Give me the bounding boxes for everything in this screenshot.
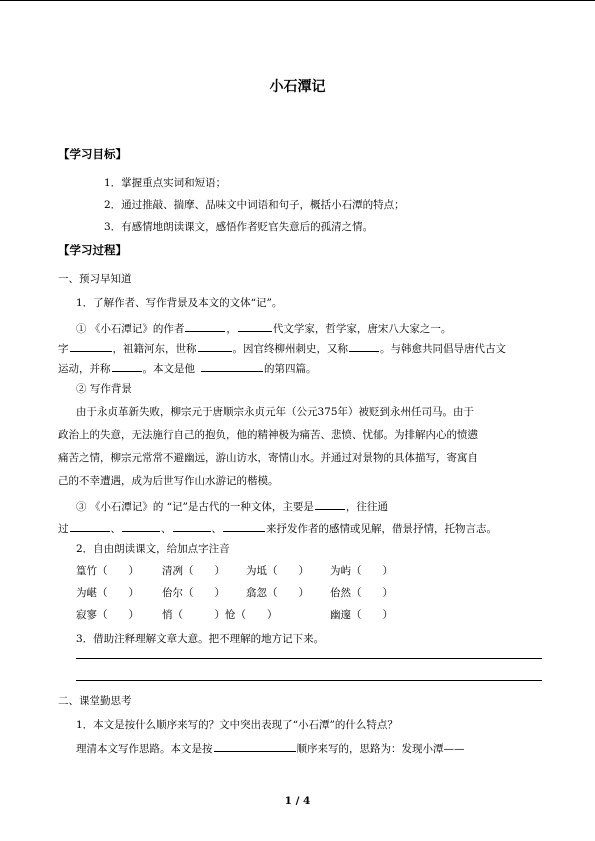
courtesy-line-text-d: 。与韩愈共同倡导唐代古文 xyxy=(380,343,506,355)
movement-line-text-c: 的第四篇。 xyxy=(264,363,317,375)
movement-line-text-a: 运动，并称 xyxy=(58,363,111,375)
genre-purpose-blank[interactable] xyxy=(315,498,345,510)
pinyin-cell: 寂寥（ ） xyxy=(76,609,139,621)
method-sep-2: 、 xyxy=(161,523,172,535)
genre-line2-text-end: 来抒发作者的感情或见解，借景抒情，托物言志。 xyxy=(266,523,497,535)
goals-heading: 【学习目标】 xyxy=(58,147,127,161)
answer-line-1[interactable] xyxy=(76,658,542,659)
answer-line-2[interactable] xyxy=(76,680,542,681)
genre-line-text-b: ，往往通 xyxy=(345,501,388,513)
pinyin-cell: 篁竹（ ） xyxy=(76,565,139,577)
courtesy-line-text-b: ，祖籍河东，世称 xyxy=(112,343,197,355)
part1-question-3: 3．借助注释理解文章大意。把不理解的地方记下来。 xyxy=(76,633,325,645)
genre-line2-text-a: 过 xyxy=(58,523,69,535)
part1-heading: 一、预习早知道 xyxy=(58,273,132,285)
page-number: 1 / 4 xyxy=(284,795,311,807)
structure-line xyxy=(76,740,465,756)
courtesy-line-text-a: 字 xyxy=(58,343,69,355)
background-line-2: 政治上的失意，无法施行自己的抱负，他的精神极为痛苦、悲愤、忧郁。为排解内心的愤懑 xyxy=(58,429,478,441)
courtesy-name-line xyxy=(58,340,506,356)
pinyin-cell: 悄（ ）怆（ ） xyxy=(162,609,278,621)
method-sep-3: 、 xyxy=(211,523,222,535)
courtesy-line-text-c: 。因官终柳州刺史，又称 xyxy=(232,343,348,355)
background-label: ② 写作背景 xyxy=(76,383,132,395)
pinyin-cell: 翕忽（ ） xyxy=(246,587,309,599)
author-line-text-c: 代文学家，哲学家，唐宋八大家之一。 xyxy=(272,323,452,335)
dynasty-blank[interactable] xyxy=(238,320,272,332)
process-heading: 【学习过程】 xyxy=(58,243,127,257)
method-blank-1[interactable] xyxy=(70,520,110,532)
background-line-1: 由于永贞革新失败，柳宗元于唐顺宗永贞元年（公元375年）被贬到永州任司马。由于 xyxy=(76,406,475,418)
pinyin-cell: 佁尔（ ） xyxy=(162,587,225,599)
pinyin-cell: 佁然（ ） xyxy=(330,587,393,599)
goal-item-1: 1．掌握重点实词和短语； xyxy=(104,177,227,189)
pinyin-cell: 为屿（ ） xyxy=(330,565,393,577)
background-line-4: 己的不幸遭遇，成为后世写作山水游记的楷模。 xyxy=(58,475,279,487)
part2-question-1: 1．本文是按什么顺序来写的？文中突出表现了“小石潭”的什么特点？ xyxy=(76,719,398,731)
movement-line-text-b: 。本文是他 xyxy=(142,363,195,375)
movement-line xyxy=(58,360,317,376)
author-line-text-b: ， xyxy=(226,323,237,335)
title-name-blank[interactable] xyxy=(198,340,232,352)
pinyin-cell: 清冽（ ） xyxy=(162,565,225,577)
part2-heading: 二、课堂勤思考 xyxy=(58,695,132,707)
paired-name-blank[interactable] xyxy=(112,360,142,372)
collection-blank[interactable] xyxy=(201,360,263,372)
courtesy-name-blank[interactable] xyxy=(70,340,112,352)
genre-line-text-a: ③ 《小石潭记》的 “记”是古代的一种文体，主要是 xyxy=(76,501,314,513)
author-line xyxy=(76,320,451,336)
method-blank-3[interactable] xyxy=(173,520,211,532)
genre-line-1 xyxy=(76,498,388,514)
method-blank-4[interactable] xyxy=(223,520,265,532)
author-blank[interactable] xyxy=(185,320,225,332)
header-rule xyxy=(0,0,595,1)
method-blank-2[interactable] xyxy=(122,520,160,532)
structure-line-text-a: 理清本文写作思路。本文是按 xyxy=(76,743,213,755)
part1-question-2: 2．自由朗读课文，给加点字注音 xyxy=(76,543,230,555)
genre-line-2 xyxy=(58,520,497,536)
method-sep-1: 、 xyxy=(110,523,121,535)
goal-item-2: 2．通过推敲、揣摩、品味文中词语和句子，概括小石潭的特点； xyxy=(104,199,405,211)
alt-name-blank[interactable] xyxy=(349,340,379,352)
part1-question-1: 1．了解作者、写作背景及本文的文体“记”。 xyxy=(76,297,283,309)
order-blank[interactable] xyxy=(214,740,296,752)
background-line-3: 痛苦之情，柳宗元常常不避幽远，游山访水，寄情山水。并通过对景物的具体描写，寄寓自 xyxy=(58,452,478,464)
structure-line-text-b: 顺序来写的，思路为：发现小潭—— xyxy=(296,743,465,755)
goal-item-3: 3．有感情地朗读课文，感悟作者贬官失意后的孤清之情。 xyxy=(104,221,374,233)
pinyin-cell: 幽邃（ ） xyxy=(330,609,393,621)
author-line-text-a: ① 《小石潭记》的作者 xyxy=(76,323,185,335)
pinyin-cell: 为坻（ ） xyxy=(246,565,309,577)
page-title: 小石潭记 xyxy=(269,79,326,95)
pinyin-cell: 为嵁（ ） xyxy=(76,587,139,599)
